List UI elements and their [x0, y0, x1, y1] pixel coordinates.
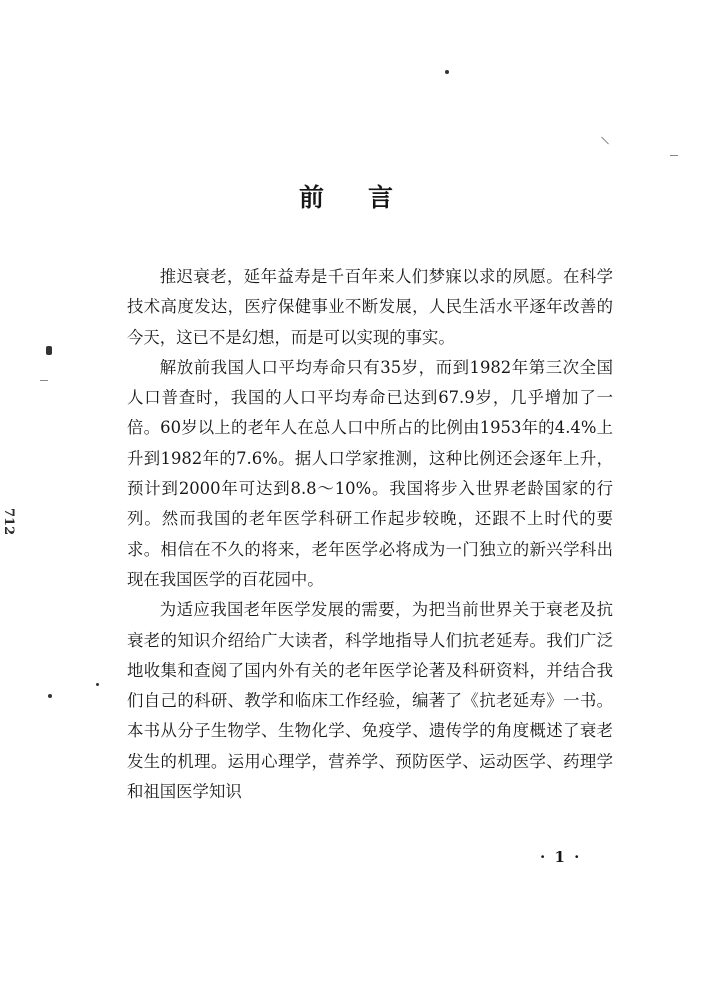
body-text	[127, 262, 613, 807]
scan-mark	[670, 155, 678, 156]
scan-speck	[445, 70, 449, 74]
scan-speck	[96, 683, 99, 686]
paragraph: 推迟衰老，延年益寿是千百年来人们梦寐以求的夙愿。在科学技术高度发达，医疗保健事业不断发展，人民生活水平逐年改善的今天，这已不是幻想，而是可以实现的事实。	[127, 267, 613, 347]
page-title: 前言	[298, 183, 437, 212]
scan-mark	[601, 137, 609, 145]
scan-speck	[48, 694, 52, 698]
page-number: · 1 ·	[540, 848, 582, 866]
scan-mark	[40, 380, 48, 381]
margin-note: 712	[1, 508, 16, 536]
scan-speck	[46, 346, 52, 355]
paragraph: 为适应我国老年医学发展的需要，为把当前世界关于衰老及抗衰老的知识介绍给广大读者，科学地指导人们抗老延寿。我们广泛地收集和查阅了国内外有关的老年医学论著及科研资料，并结合我们自己的科研、教学和临床工作经验，编著了《抗老延寿》一书。本书从分子生物学、生物化学、免疫学、遗传学的角度概述了衰老发生的机理。运用心理学，营养学、预防医学、运动医学、药理学和祖国医学知识	[127, 600, 613, 802]
paragraph: 解放前我国人口平均寿命只有35岁，而到1982年第三次全国人口普查时，我国的人口平均寿命已达到67.9岁，几乎增加了一倍。60岁以上的老年人在总人口中所占的比例由1953年的4.4%上升到1982年的7.6%。据人口学家推测，这种比例还会逐年上升，预计到2000年可达到8.8～10%。我国将步入世界老龄国家的行列。然而我国的老年医学科研工作起步较晚，还跟不上时代的要求。相信在不久的将来，老年医学必将成为一门独立的新兴学科出现在我国医学的百花园中。	[127, 357, 613, 589]
